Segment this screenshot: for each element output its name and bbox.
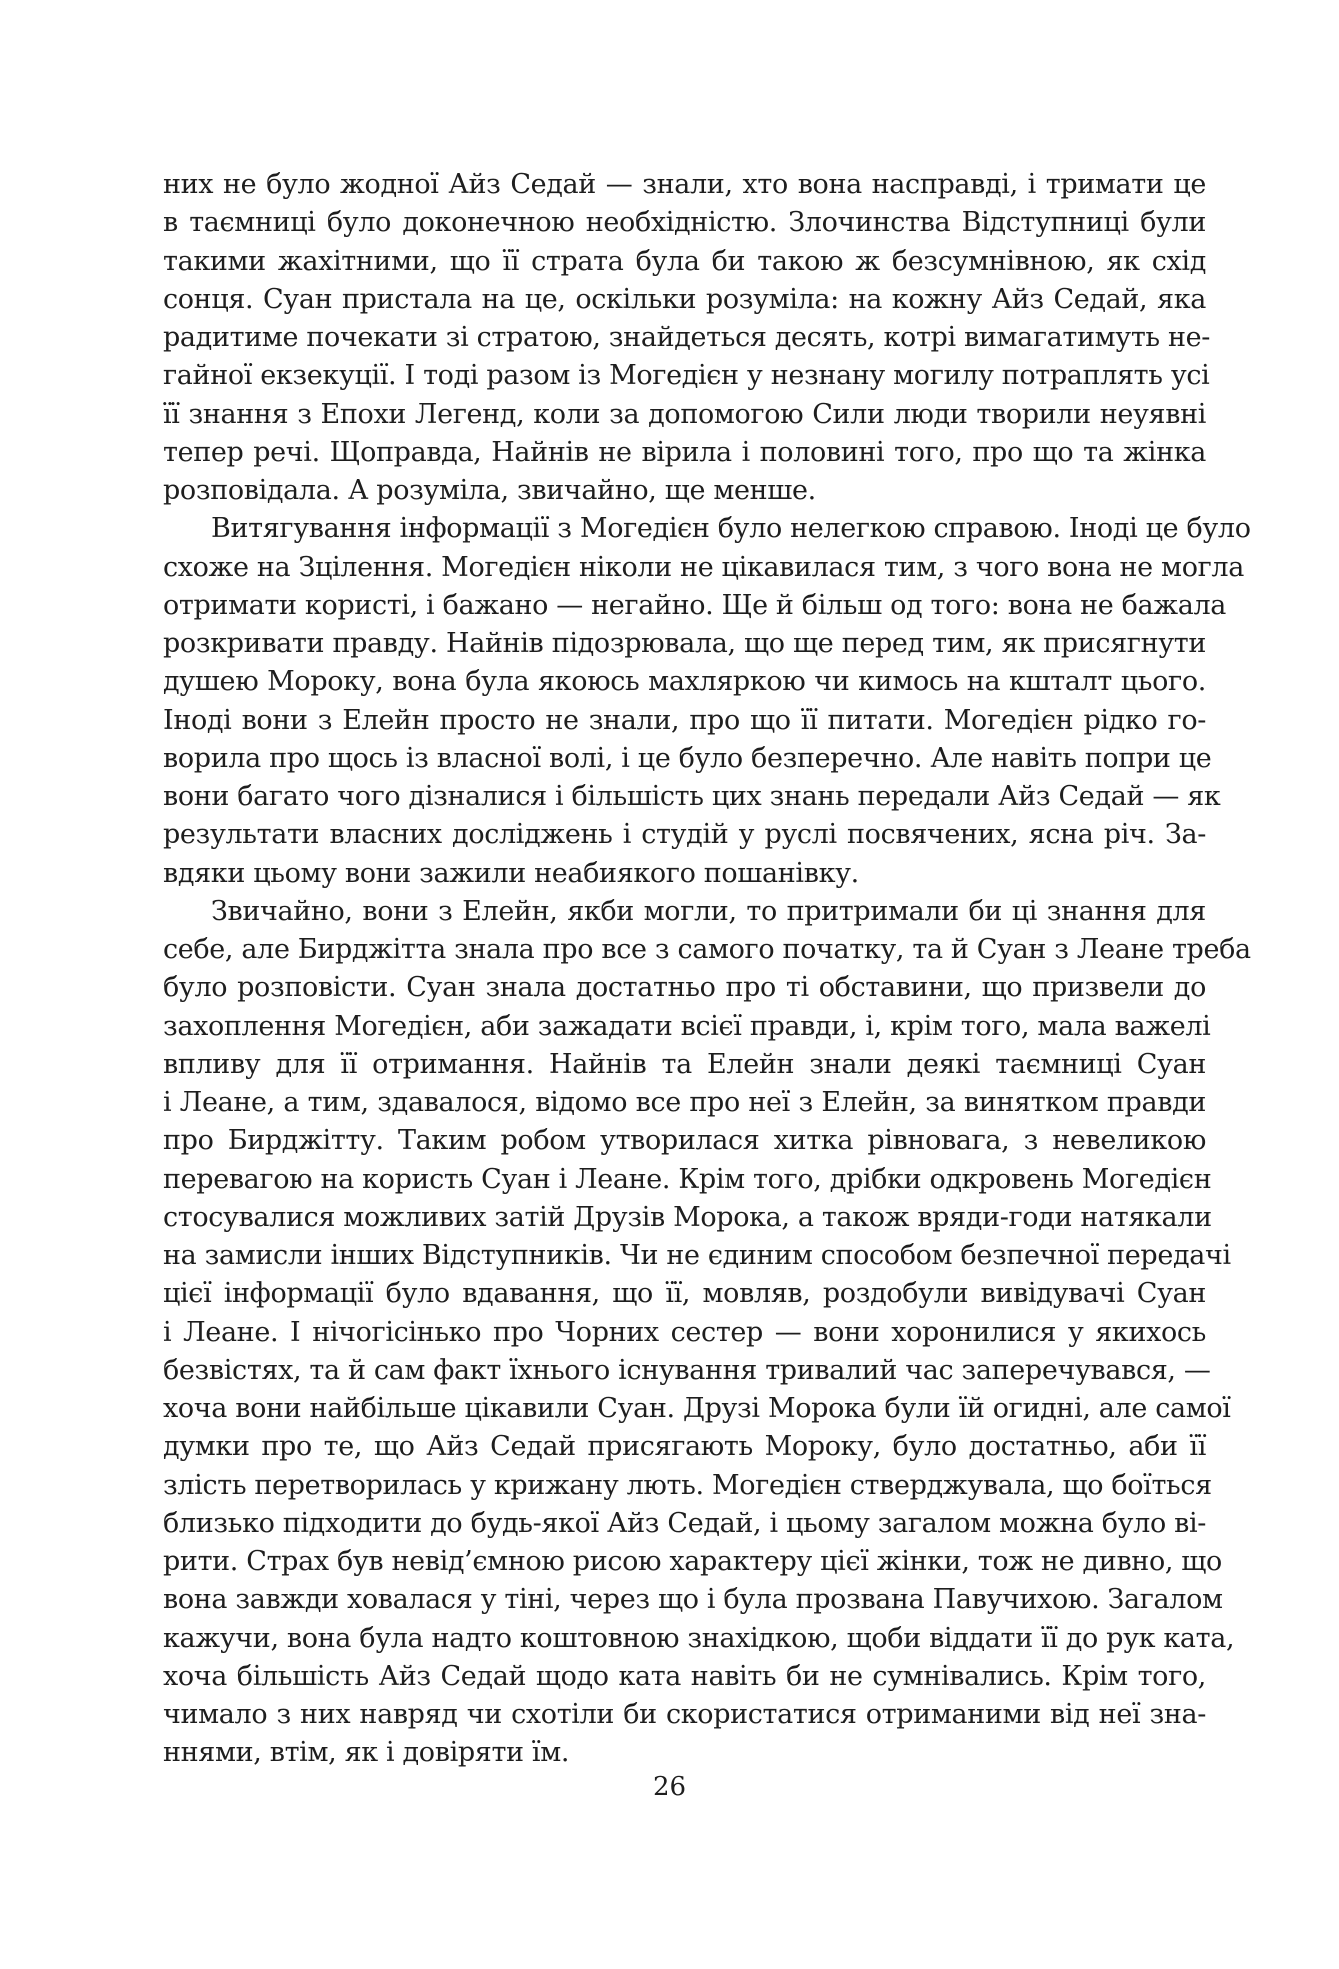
text-line: вони багато чого дізналися і більшість цих знань передали Айз Седай — як	[163, 781, 1221, 812]
text-line: себе, але Бирджітта знала про все з самого початку, та й Суан з Леане треба	[163, 934, 1251, 965]
text-line: хоча вони найбільше цікавили Суан. Друзі Морока були їй огидні, але самої	[163, 1393, 1231, 1424]
text-line: її знання з Епохи Легенд, коли за допомогою Сили люди творили неуявні	[163, 398, 1206, 430]
text-line: безвістях, та й сам факт їхнього існування тривалий час заперечувався, —	[163, 1354, 1211, 1386]
page-number: 26	[652, 1772, 687, 1802]
text-line: ворила про щось із власної волі, і це було безперечно. Але навіть попри це	[163, 742, 1212, 774]
text-line: злість перетворилась у крижану лють. Могедієн стверджувала, що боїться	[163, 1469, 1212, 1501]
text-line: сонця. Суан пристала на це, оскільки розуміла: на кожну Айз Седай, яка	[163, 283, 1206, 315]
text-line: було розповісти. Суан знала достатньо про ті обставини, що призвели до	[163, 972, 1206, 1004]
text-line: такими жахітними, що її страта була би такою ж безсумнівною, як схід	[163, 245, 1206, 277]
paragraph	[163, 166, 1211, 510]
text-line: кажучи, вона була надто коштовною знахідкою, щоби віддати її до рук ката,	[163, 1622, 1235, 1654]
text-line: на замисли інших Відступників. Чи не єдиним способом безпечної передачі	[163, 1240, 1231, 1271]
text-line: розповідала. А розуміла, звичайно, ще менше.	[163, 475, 816, 506]
text-line: вдяки цьому вони зажили неабиякого пошанівку.	[163, 857, 859, 889]
text-line: і Леане. І нічогісінько про Чорних сестер — вони хоронилися у якихось	[163, 1316, 1206, 1348]
text-line: перевагою на користь Суан і Леане. Крім того, дрібки одкровень Могедієн	[163, 1163, 1212, 1195]
text-line: гайної екзекуції. І тоді разом із Могедієн у незнану могилу потраплять усі	[163, 360, 1210, 392]
text-line: душею Мороку, вона була якоюсь махляркою чи кимось на кшталт цього.	[163, 666, 1206, 698]
text-line: думки про те, що Айз Седай присягають Мороку, було достатньо, аби її	[163, 1431, 1206, 1463]
text-line: схоже на Зцілення. Могедієн ніколи не цікавилася тим, з чого вона не могла	[163, 551, 1244, 583]
text-line: впливу для її отримання. Найнів та Елейн знали деякі таємниці Суан	[163, 1048, 1206, 1080]
text-line: Звичайно, вони з Елейн, якби могли, то притримали би ці знання для	[211, 895, 1206, 927]
text-line: в таємниці було доконечною необхідністю. Злочинства Відступниці були	[163, 207, 1206, 239]
text-line: розкривати правду. Найнів підозрювала, що ще перед тим, як присягнути	[163, 628, 1206, 659]
text-line: близько підходити до будь-якої Айз Седай, і цьому загалом можна було ві-	[163, 1507, 1206, 1539]
text-line: чимало з них навряд чи схотіли би скористатися отриманими від неї зна-	[163, 1699, 1206, 1730]
text-line: вона завжди ховалася у тіні, через що і була прозвана Павучихою. Загалом	[163, 1584, 1223, 1616]
text-line: хоча більшість Айз Седай щодо ката навіть би не сумнівались. Крім того,	[163, 1660, 1206, 1692]
text-line: радитиме почекати зі стратою, знайдеться десять, котрі вимагатимуть не-	[163, 322, 1211, 353]
text-line: про Бирджітту. Таким робом утворилася хитка рівновага, з невеликою	[163, 1125, 1206, 1157]
paragraph	[163, 510, 1251, 893]
text-line: і Леане, а тим, здавалося, відомо все про неї з Елейн, за винятком правди	[163, 1087, 1206, 1118]
paragraph	[163, 893, 1251, 1773]
text-line: них не було жодної Айз Седай — знали, хто вона насправді, і тримати це	[163, 169, 1206, 200]
text-line: цієї інформації було вдавання, що її, мовляв, роздобули вивідувачі Суан	[163, 1278, 1206, 1310]
text-line: результати власних досліджень і студій у руслі посвячених, ясна річ. За-	[163, 819, 1206, 851]
text-line: отримати користі, і бажано — негайно. Ще й більш од того: вона не бажала	[163, 589, 1227, 621]
text-line: ннями, втім, як і довіряти їм.	[163, 1737, 570, 1769]
text-line: тепер речі. Щоправда, Найнів не вірила і половині того, про що та жінка	[163, 436, 1206, 468]
text-line: захоплення Могедієн, аби зажадати всієї правди, і, крім того, мала важелі	[163, 1010, 1211, 1042]
text-line: рити. Страх був невід’ємною рисою характеру цієї жінки, тож не дивно, що	[163, 1546, 1222, 1577]
text-line: Іноді вони з Елейн просто не знали, про що її питати. Могедієн рідко го-	[163, 704, 1206, 736]
text-line: Витягування інформації з Могедієн було нелегкою справою. Іноді це було	[211, 513, 1251, 545]
text-line: стосувалися можливих затій Друзів Морока, а також вряди-годи натякали	[163, 1201, 1212, 1233]
body-text	[163, 166, 1251, 1773]
